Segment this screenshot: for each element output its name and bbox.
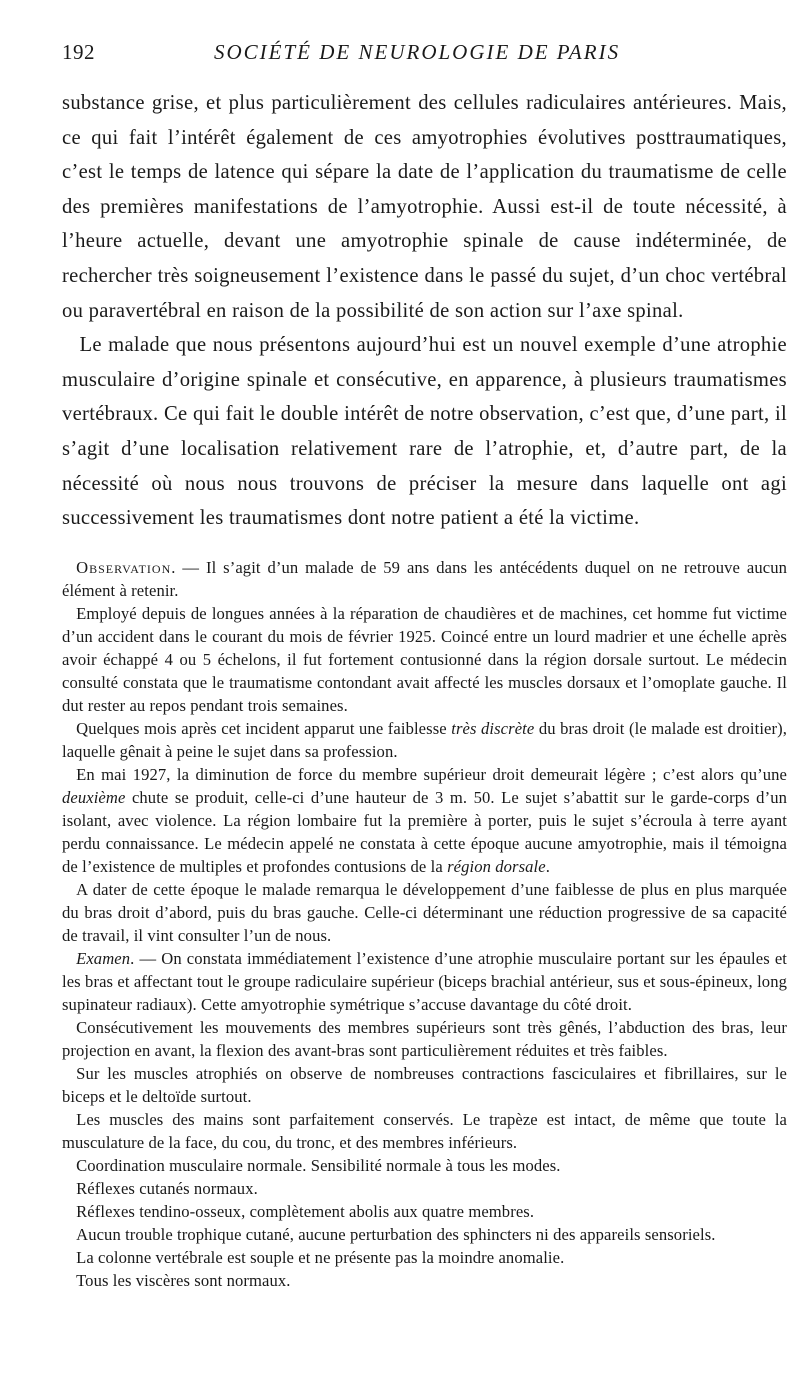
observation-text: chute se produit, celle-ci d’une hauteur de 3 m. 50. Le sujet s’abattit sur le garde-corps d’un isolant, avec violence. La région lombaire fut la première à porter, puis le sujet s’écroula à terre ayant perdu connaissance. Le médecin appelé ne constata à cette époque aucune amyotrophie, mais il témoigna de l’existence de multiples et profondes contusions de la <box>62 787 787 876</box>
observation-paragraph: Consécutivement les mouvements des membres supérieurs sont très gênés, l’abduction des bras, leur projection en avant, la flexion des avant-bras sont particulièrement réduites et très faibles. <box>62 1017 787 1060</box>
observation-paragraph: La colonne vertébrale est souple et ne présente pas la moindre anomalie. <box>76 1247 565 1267</box>
running-title: SOCIÉTÉ DE NEUROLOGIE DE PARIS <box>214 40 621 64</box>
observation-paragraph: Coordination musculaire normale. Sensibilité normale à tous les modes. <box>76 1155 561 1175</box>
observation-paragraph <box>62 556 787 602</box>
observation-text: En mai 1927, la diminution de force du membre supérieur droit demeurait légère ; c’est alors qu’une <box>76 764 787 784</box>
observation-paragraph: Aucun trouble trophique cutané, aucune perturbation des sphincters ni des appareils sensoriels. <box>76 1224 716 1244</box>
observation-text: Quelques mois après cet incident apparut une faiblesse <box>76 718 452 738</box>
observation-paragraph: Tous les viscères sont normaux. <box>76 1270 291 1290</box>
observation-paragraph: Réflexes tendino-osseux, complètement abolis aux quatre membres. <box>76 1201 535 1221</box>
observation-paragraph: Les muscles des mains sont parfaitement conservés. Le trapèze est intact, de même que toute la musculature de la face, du cou, du tronc, et des membres inférieurs. <box>62 1109 787 1152</box>
paragraph: Le malade que nous présentons aujourd’hui est un nouvel exemple d’une atrophie musculaire d’origine spinale et consécutive, en apparence, à plusieurs traumatismes vertébraux. Ce qui fait le double intérêt de notre observation, c’est que, d’une part, il s’agit d’une localisation relativement rare de l’atrophie, et, d’autre part, de la nécessité où nous nous trouvons de préciser la mesure dans laquelle ont agi successivement les traumatismes dont notre patient a été la victime. <box>62 334 787 530</box>
page <box>62 40 787 1292</box>
observation-section <box>62 556 787 1292</box>
observation-text: . <box>545 856 550 876</box>
observation-paragraph: Réflexes cutanés normaux. <box>76 1178 258 1198</box>
emphasis-text: très discrète <box>451 718 535 738</box>
observation-text: . — Il s’agit d’un malade de 59 ans dans les antécédents duquel on ne retrouve aucun élément à retenir. <box>62 557 787 600</box>
observation-paragraph <box>62 763 787 878</box>
page-header <box>62 40 787 74</box>
observation-paragraph: Sur les muscles atrophiés on observe de nombreuses contractions fasciculaires et fibrillaires, sur le biceps et le deltoïde surtout. <box>62 1063 787 1106</box>
observation-text: . — On constata immédiatement l’existence d’une atrophie musculaire portant sur les épaules et les bras et affectant tout le groupe radiculaire supérieur (biceps brachial antérieur, sus et sous-épineux, long supinateur radiaux). Cette amyotrophie symétrique s’accuse davantage du côté droit. <box>62 948 787 1014</box>
observation-paragraph: A dater de cette époque le malade remarqua le développement d’une faiblesse de plus en plus marquée du bras droit d’abord, puis du bras gauche. Celle-ci déterminant une réduction progressive de sa capacité de travail, il vint consulter l’un de nous. <box>62 879 787 945</box>
emphasis-text: deuxième <box>62 787 126 807</box>
observation-paragraph: Employé depuis de longues années à la réparation de chaudières et de machines, cet homme fut victime d’un accident dans le courant du mois de février 1925. Coincé entre un lourd madrier et une échelle après avoir échappé 4 ou 5 échelons, il fut fortement contusionné dans la région dorsale surtout. Le médecin consulté constata que le traumatisme contondant avait affecté les muscles dorsaux et l’omoplate gauche. Il dut rester au repos pendant trois semaines. <box>62 603 787 715</box>
observation-paragraph <box>62 717 787 763</box>
page-number: 192 <box>62 40 95 64</box>
observation-paragraph <box>62 947 787 1016</box>
body-text <box>62 86 787 536</box>
emphasis-text: Examen <box>76 948 131 968</box>
paragraph: substance grise, et plus particulièrement des cellules radiculaires antérieures. Mais, ce qui fait l’intérêt également de ces amyotrophies évolutives posttraumatiques, c’est le temps de latence qui sépare la date de l’application du traumatisme de celle des premières manifestations de l’amyotrophie. Aussi est-il de toute nécessité, à l’heure actuelle, devant une amyotrophie spinale de cause indéterminée, de rechercher très soigneusement l’existence dans le passé du sujet, d’un choc vertébral ou paravertébral en raison de la possibilité de son action sur l’axe spinal. <box>62 92 787 322</box>
observation-text: du bras droit (le malade est droitier), laquelle gênait à peine le sujet dans sa profession. <box>62 718 787 761</box>
observation-label: Observation <box>76 557 172 577</box>
emphasis-text: région dorsale <box>447 856 546 876</box>
